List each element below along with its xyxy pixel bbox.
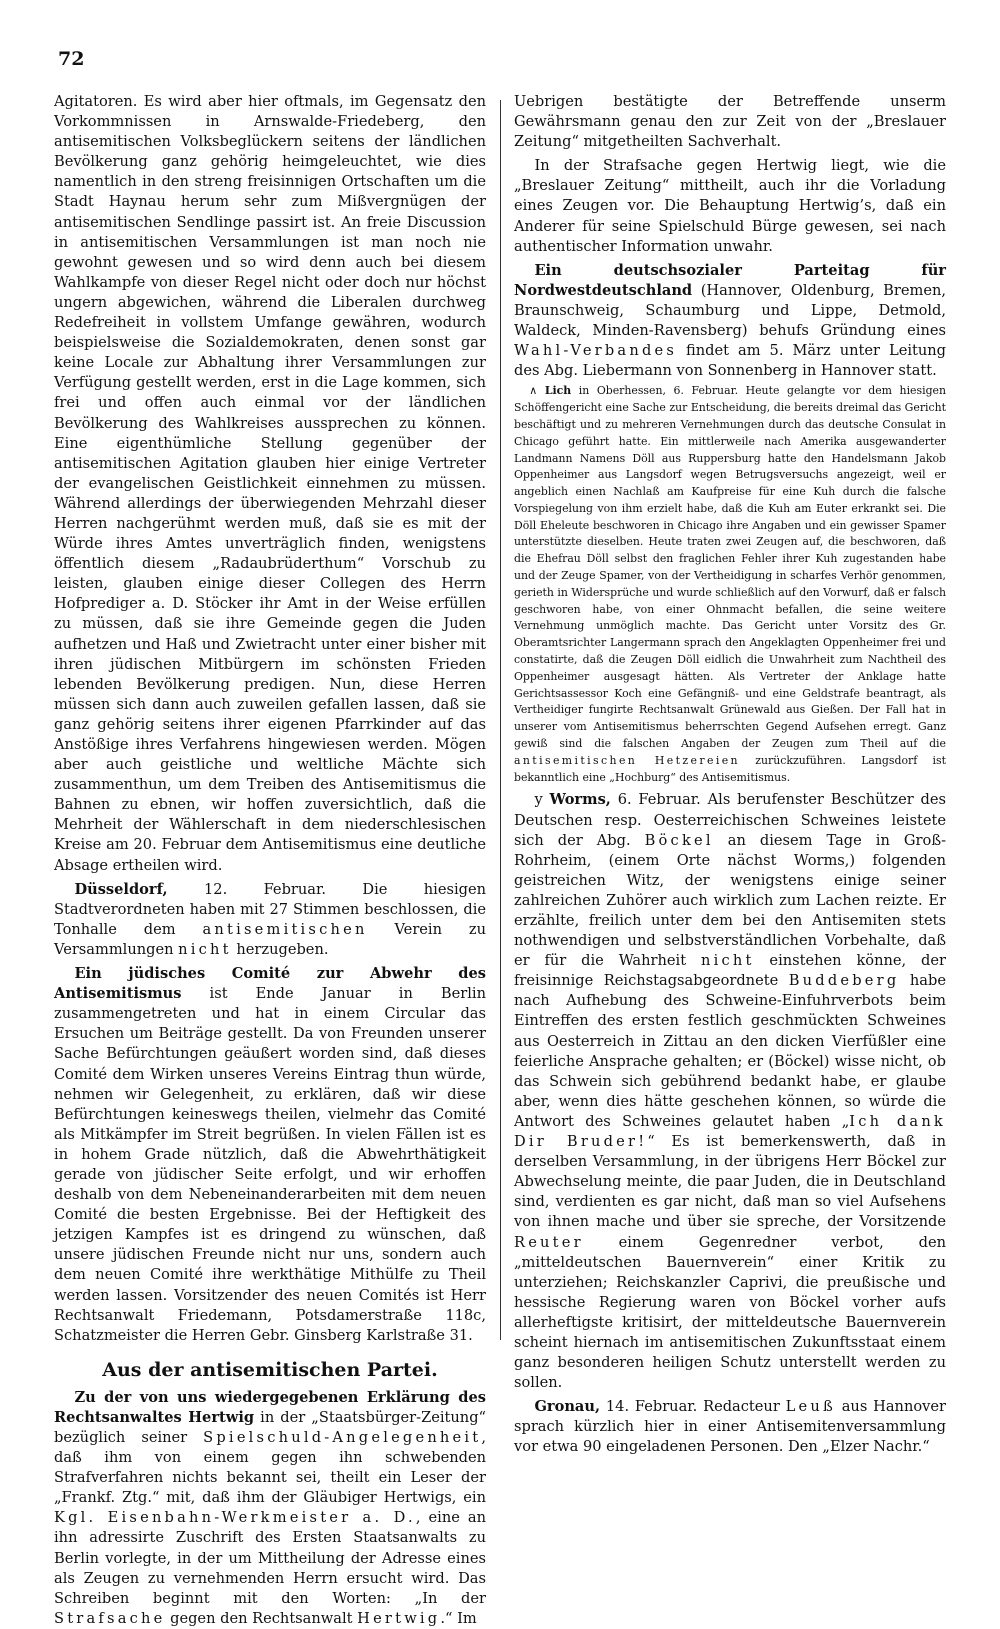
text-run: aus Hannover sprach kürzlich hier in einer Antisemitenversammlung vor etwa 90 eingeladenen Personen. Den „Elzer Nachr.“ — [514, 1398, 946, 1456]
spaced-text: Wahl-Verbandes — [514, 342, 678, 360]
paragraph-comite — [54, 964, 486, 1346]
text-run: einstehen könne, der freisinnige Reichstagsabgeordnete — [514, 952, 946, 990]
text-run: einem Gegenredner verbot, den „mitteldeutschen Bauernverein“ einer Kritik zu unterziehen; Reichskanzler Caprivi, die preußische und hessische Regierung waren von Böckel vorher aufs allerheftigste kritisirt, der mitteldeutsche Bauernverein scheint hiernach im antisemitischen Zukunftsstaat einem ganz besonderen heiligen Schutz unterstellt werden zu sollen. — [514, 1233, 946, 1392]
spaced-text: Strafsache — [54, 1609, 166, 1627]
text-run: .“ Im — [440, 1609, 477, 1627]
paragraph-uebrigen: Uebrigen bestätigte der Betreffende unserm Gewährsmann genau den zur Zeit von der „Breslauer Zeitung“ mitgetheilten Sachverhalt. — [514, 93, 946, 151]
text-run: 6. Februar. Als berufenster Beschützer des Deutschen resp. Oesterreichischen Schweines leistete sich der Abg. — [514, 791, 946, 849]
spaced-text: Spielschuld-Angelegenheit — [203, 1429, 482, 1446]
spaced-text: Leuß — [785, 1398, 836, 1416]
text-run: gegen den Rechtsanwalt — [165, 1609, 358, 1627]
text-run: , eine an ihn adressirte Zuschrift des Ersten Staatsanwalts zu Berlin vorlegte, in der um Mittheilung der Adresse eines als Zeugen zu vernehmenden Herrn ersucht wird. Das Schreiben beginnt mit den Worten: „In der — [54, 1509, 486, 1607]
text-run: in der „Staatsbürger-Zeitung“ bezüglich seiner — [54, 1408, 486, 1446]
correspondent-mark: ∧ — [529, 384, 545, 398]
paragraph-lich — [514, 383, 946, 786]
text-run: ist Ende Januar in Berlin zusammengetreten und hat in einem Circular das Ersuchen um Beiträge gestellt. Da von Freunden unserer Sache Befürchtungen geäußert worden sind, daß dieses Comité dem Wirken unseres Vereins Eintrag thun würde, nehmen wir Gelegenheit, zu erklären, daß wir diese Befürchtungen keineswegs theilen, vielmehr das Comité als Mitkämpfer im Streit begrüßen. In vielen Fällen ist es in hohem Grade nützlich, daß die Abwehrthätigkeit gerade von jüdischer Seite erfolgt, und wir erhoffen deshalb von dem Nebeneinanderarbeiten mit dem neuen Comité die besten Ergebnisse. Bei der Heftigkeit des jetzigen Kampfes ist es dringend zu wünschen, daß unsere jüdischen Freunde nicht nur uns, sondern auch dem neuen Comité ihre werkthätige Mithülfe zu Theil werden lassen. Vorsitzender des neuen Comités ist Herr Rechtsanwalt Friedemann, Potsdamerstraße 118c, Schatzmeister die Herren Gebr. Ginsberg Karlstraße 31. — [54, 985, 486, 1344]
paragraph-hertwig — [54, 1388, 486, 1629]
text-run: findet am 5. März unter Leitung des Abg. Liebermann von Sonnenberg in Hannover statt. — [514, 342, 946, 380]
text-run: in Oberhessen, 6. Februar. Heute gelangte vor dem hiesigen Schöffengericht eine Sache zur Entscheidung, die bereits dreimal das Gericht beschäftigt und zu mehreren Vernehmungen durch das deutsche Consulat in Chicago geführt hatte. Ein mittlerweile nach Amerika ausgewanderter Landmann Namens Döll aus Ruppersburg hatte den Handelsmann Jakob Oppenheimer aus Langsdorf wegen Betrugsversuchs angezeigt, weil er angeblich einen Nachlaß am Kaufpreise für eine Kuh durch die falsche Vorspiegelung von ihm erzielt habe, daß die Kuh am Euter erkrankt sei. Die Döll Eheleute beschworen in Chicago ihre Angaben und ein gewisser Spamer unterstützte dieselben. Heute traten zwei Zeugen auf, die beschworen, daß die Ehefrau Döll selbst den fraglichen Fehler ihrer Kuh zugestanden habe und der Zeuge Spamer, von der Vertheidigung in scharfes Verhör genommen, gerieth in Widersprüche und wurde schließlich auf den Vorwurf, daß er falsch geschworen habe, von einer Ohnmacht befallen, die seine weitere Vernehmung unmöglich machte. Das Gericht unter Vorsitz des Gr. Oberamtsrichter Langermann sprach den Angeklagten Oppenheimer frei und constatirte, daß die Zeugen Döll eidlich die Unwahrheit zum Nachtheil des Oppenheimer ausgesagt hätten. Als Vertreter der Anklage hatte Gerichtsassessor Koch eine Gefängniß- und eine Geldstrafe beantragt, als Vertheidiger fungirte Rechtsanwalt Grünewald aus Gießen. Der Fall hat in unserer vom Antisemitismus beherrschten Gegend Aufsehen erregt. Ganz gewiß sind die falschen Angaben der Zeugen zum Theil auf die — [514, 384, 947, 751]
spaced-text: antisemitischen Hetzereien — [514, 753, 740, 767]
spaced-text: Ich dank Dir Bruder! — [514, 1112, 946, 1151]
text-run: 12. Februar. Die hiesigen Stadtverordneten haben mit 27 Stimmen beschlossen, die Tonhalle dem — [54, 880, 486, 938]
spaced-text: Hertwig — [357, 1609, 441, 1627]
text-run: an diesem Tage in Groß-Rohrheim, (einem Orte nächst Worms,) folgenden geistreichen Witz, der wenigstens einige seiner zahlreichen Zuhörer auch wirklich zum Lachen reizte. Er erzählte, freilich unter dem bei den Antisemiten stets nothwendigen und selbstverständlichen Vorbehalte, daß er für die Wahrheit — [514, 831, 946, 970]
text-run: “ Es ist bemerkenswerth, daß in derselben Versammlung, in der übrigens Herr Böckel zur Abwechselung meinte, die paar Juden, die in Deutschland sind, verdienten es gar nicht, daß man so viel Aufsehens von ihnen mache und über sie spreche, der Vorsitzende — [514, 1133, 946, 1231]
text-run: Verein zu Versammlungen — [54, 920, 486, 958]
page-number: 72 — [58, 48, 85, 70]
paragraph-parteitag — [514, 261, 946, 382]
spaced-text: Kgl. Eisenbahn-Werkmeister a. D. — [54, 1509, 416, 1527]
column-divider — [500, 100, 501, 1340]
lead-hertwig: Zu der von uns wiedergegebenen Erklärung des Rechtsanwaltes Hertwig — [54, 1388, 486, 1426]
section-heading: Aus der antisemitischen Partei. — [102, 1358, 438, 1381]
dateline-gronau: Gronau, — [534, 1398, 601, 1416]
correspondent-mark: y — [534, 791, 550, 809]
right-column — [514, 92, 946, 1458]
text-run: herzugeben. — [231, 940, 329, 958]
spaced-text: Reuter — [514, 1233, 584, 1251]
dateline-lich: Lich — [544, 384, 572, 398]
dateline-duesseldorf: Düsseldorf, — [74, 880, 168, 898]
text-run: zurückzuführen. Langsdorf ist bekanntlich eine „Hochburg“ des Antisemitismus. — [514, 753, 946, 784]
spaced-text: Böckel — [644, 831, 714, 849]
paragraph-gronau — [514, 1397, 946, 1457]
dateline-worms: Worms, — [549, 791, 611, 809]
lead-parteitag: Ein deutschsozialer Parteitag für Nordwestdeutschland — [514, 261, 946, 299]
paragraph-agitatoren: Agitatoren. Es wird aber hier oftmals, im Gegensatz den Vorkommnissen in Arnswalde-Friedeberg, den antisemitischen Volksbeglückern seitens der ländlichen Bevölkerung ganz gehörig heimgeleuchtet, wie dies namentlich in den streng freisinnigen Ortschaften um die Stadt Haynau herum sehr zum Mißvergnügen der antisemitischen Sendlinge passirt ist. An freie Discussion in antisemitischen Versammlungen ist man noch nie gewohnt gewesen und so wird denn auch bei diesem Wahlkampfe von dieser Regel nicht oder doch nur höchst ungern abgewichen, während die Liberalen durchweg Redefreiheit in vollstem Umfange gewähren, wodurch beispielsweise die Sozialdemokraten, denen sonst gar keine Locale zur Abhaltung ihrer Versammlungen zur Verfügung gestellt werden, erst in die Lage kommen, sich frei und offen auch einmal vor der ländlichen Bevölkerung des Wahlkreises aussprechen zu können. Eine eigenthümliche Stellung gegenüber der antisemitischen Agitation glauben hier einige Vertreter der evangelischen Geistlichkeit einnehmen zu müssen. Während allerdings der überwiegenden Mehrzahl dieser Herren nachgerühmt werden muß, daß sie es mit der Würde ihres Amtes unverträglich finden, wenigstens öffentlich diesem „Radaubrüderthum“ Vorschub zu leisten, glauben einige dieser Collegen des Herrn Hofprediger a. D. Stöcker ihr Amt in der Weise erfüllen zu müssen, daß sie ihre Gemeinde gegen die Juden aufhetzen und Haß und Zwietracht unter einer bisher mit ihren jüdischen Mitbürgern im schönsten Frieden lebenden Bevölkerung predigen. Nun, diese Herren müssen sich dann auch zuweilen gefallen lassen, daß sie ganz gehörig seitens ihrer eigenen Pfarrkinder auf das Anstößige ihres Verfahrens hingewiesen werden. Mögen aber auch geistliche und weltliche Mächte sich zusammenthun, um dem Treiben des Antisemitismus die Bahnen zu ebnen, wir hoffen zuversichtlich, daß die Mehrheit der Wählerschaft in dem niederschlesischen Kreise am 20. Februar dem Antisemitismus eine deutliche Absage ertheilen wird. — [54, 93, 486, 874]
text-run: habe nach Aufhebung des Schweine-Einfuhrverbots beim Eintreffen des ersten festlich geschmückten Schweines aus Oesterreich in Zittau an den dicken Vierfüßler eine feierliche Ansprache gehalten; er (Böckel) wisse nicht, ob das Schwein sich gebührend bedankt habe, er glaube aber, wenn dies hätte geschehen können, so würde die Antwort des Schweines gelautet haben „ — [514, 972, 946, 1130]
spaced-text: nicht — [178, 940, 232, 958]
text-run: , daß ihm von einem gegen ihn schwebenden Strafverfahren nichts bekannt sei, theilt ein Leser der „Frankf. Ztg.“ mit, daß ihm der Gläubiger Hertwigs, ein — [54, 1429, 486, 1507]
spaced-text: antisemitischen — [202, 920, 368, 938]
left-column — [54, 92, 486, 1629]
paragraph-strafsache: In der Strafsache gegen Hertwig liegt, wie die „Breslauer Zeitung“ mittheilt, auch ihr die Vorladung eines Zeugen vor. Die Behauptung Hertwig’s, daß ein Anderer für seine Spielschuld Bürge gewesen, sei nach authentischer Information unwahr. — [514, 157, 946, 255]
text-run: 14. Februar. Redacteur — [600, 1398, 786, 1416]
spaced-text: nicht — [700, 952, 755, 970]
text-run: (Hannover, Oldenburg, Bremen, Braunschweig, Schaumburg und Lippe, Detmold, Waldeck, Minden-Ravensberg) behufs Gründung eines — [514, 281, 946, 340]
paragraph-duesseldorf — [54, 880, 486, 960]
paragraph-worms — [514, 790, 946, 1393]
spaced-text: Buddeberg — [788, 972, 900, 990]
lead-comite: Ein jüdisches Comité zur Abwehr des Antisemitismus — [54, 965, 486, 1003]
